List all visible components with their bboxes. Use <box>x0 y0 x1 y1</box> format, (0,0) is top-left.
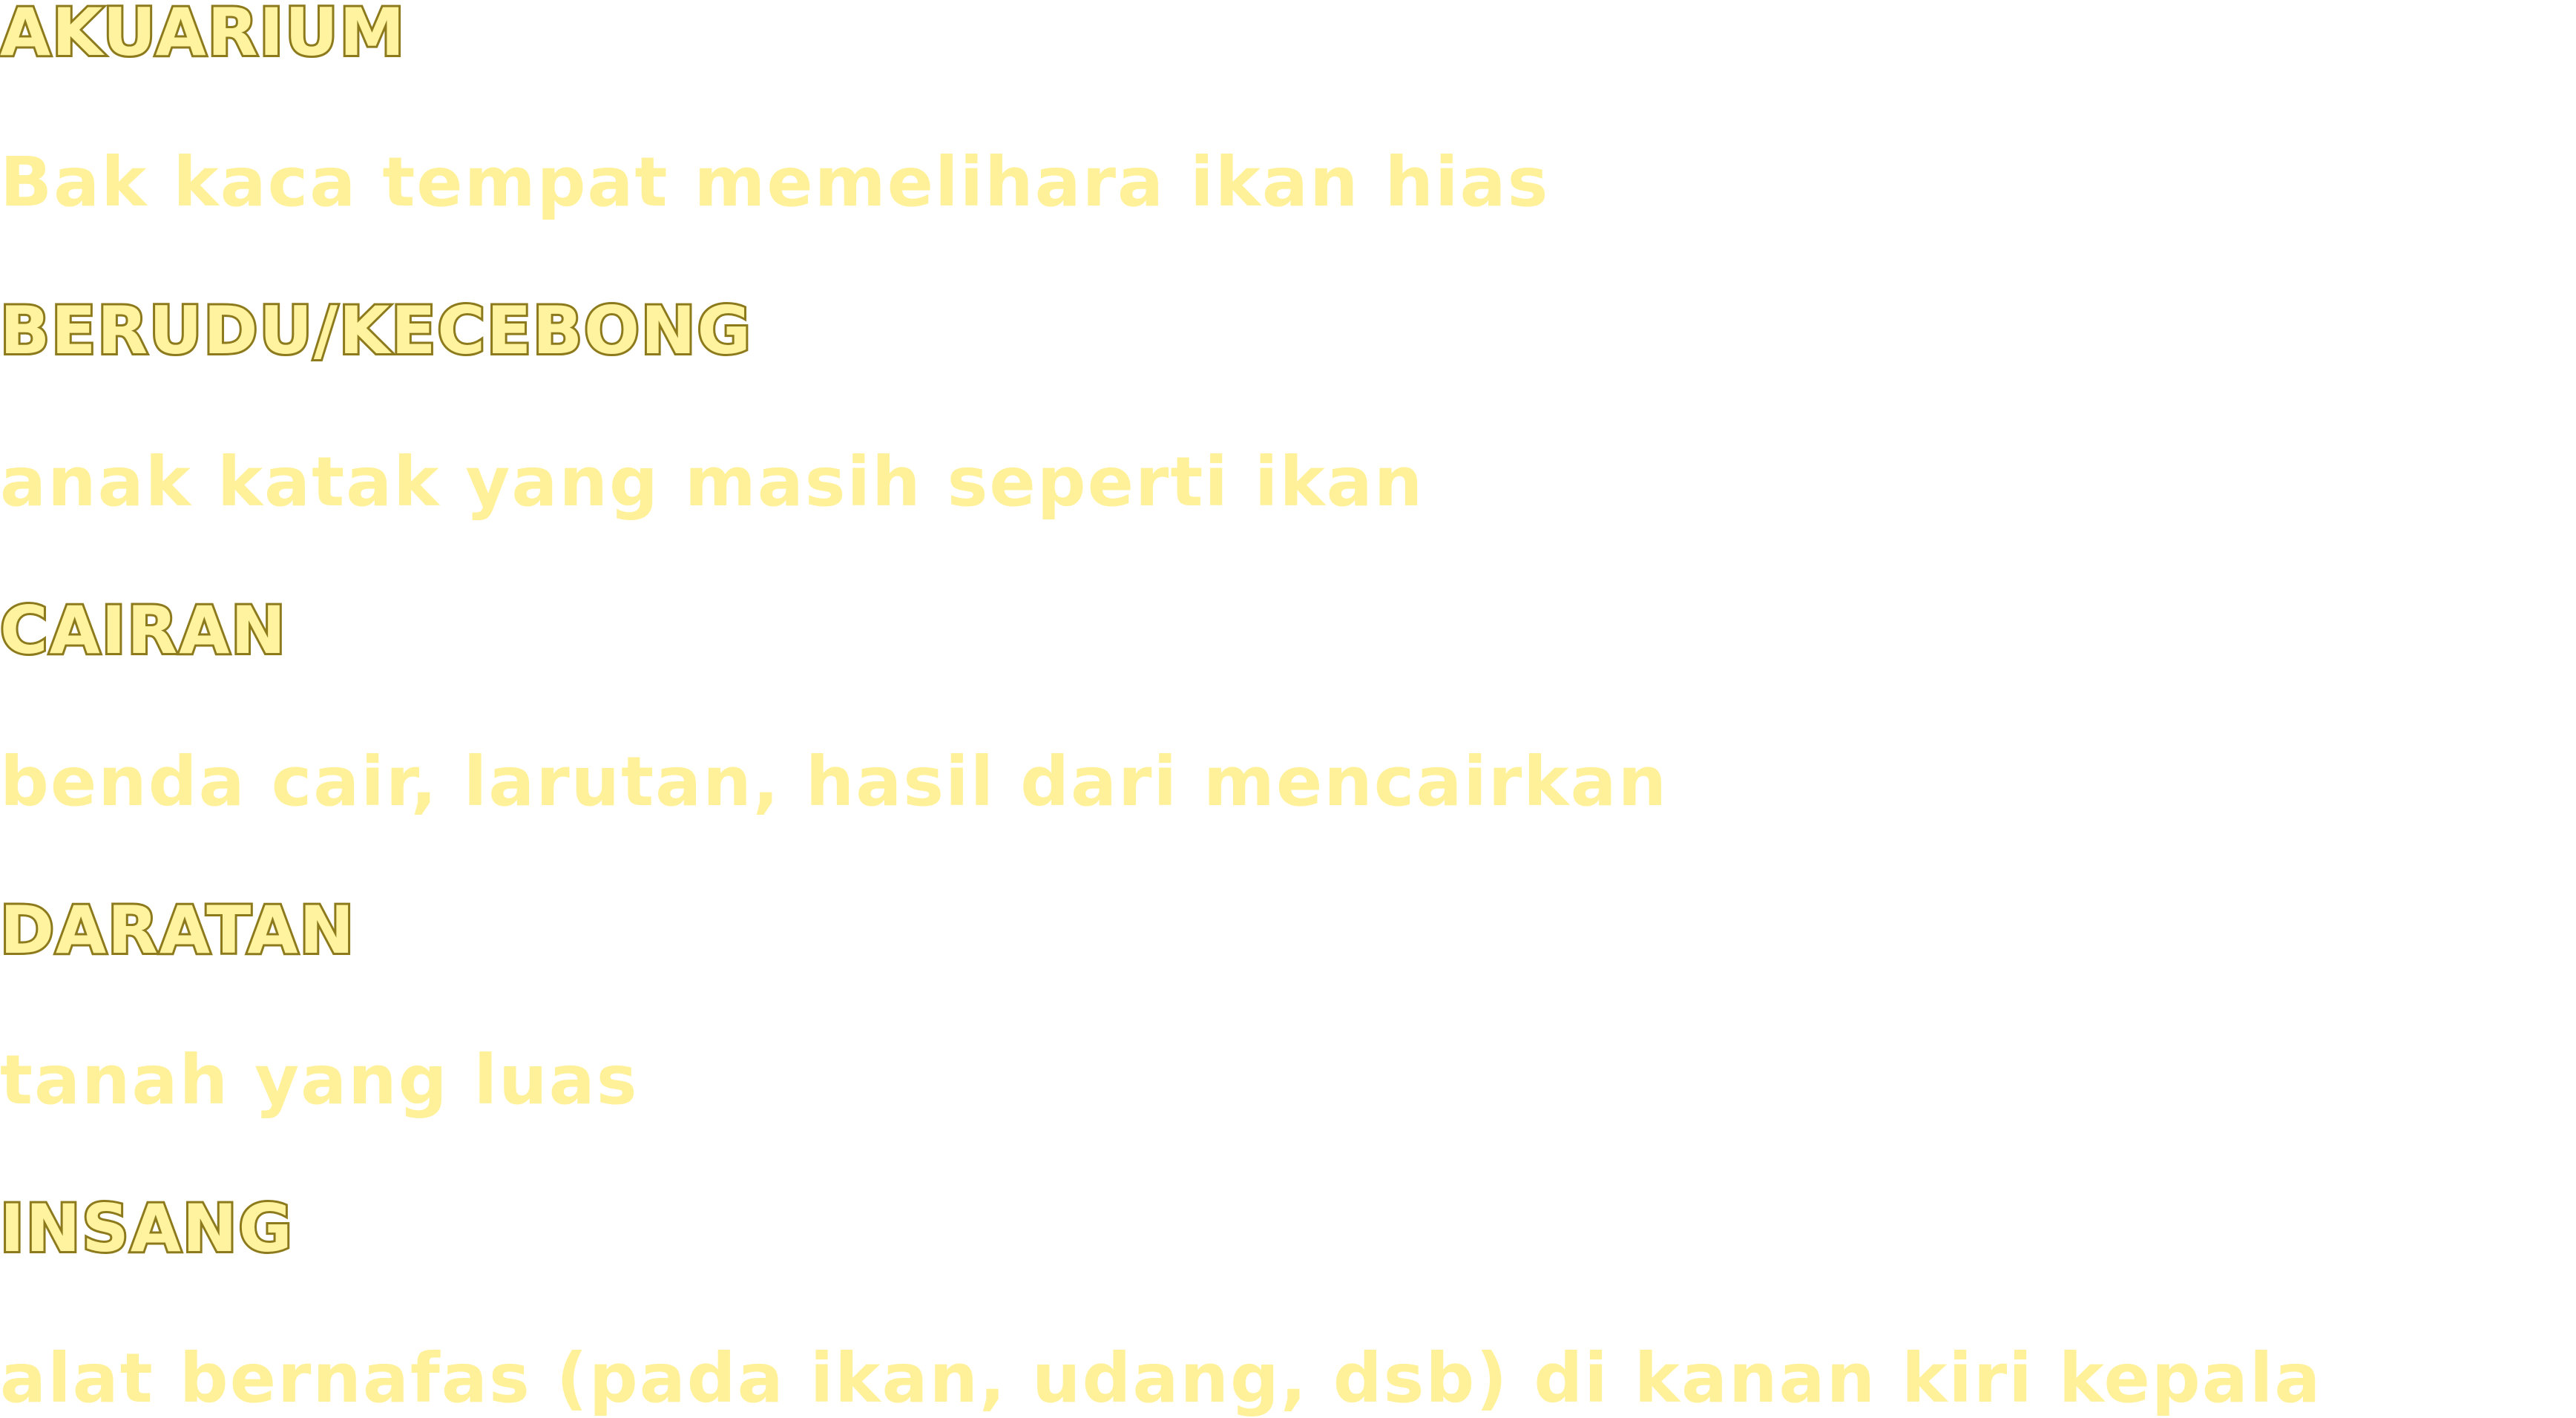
definition-cairan: benda cair, larutan, hasil dari mencairkan <box>0 742 1669 821</box>
term-cairan: CAIRAN <box>0 592 287 669</box>
term-berudu-kecebong: BERUDU/KECEBONG <box>0 292 752 369</box>
term-akuarium: AKUARIUM <box>0 0 407 70</box>
definition-daratan: tanah yang luas <box>0 1040 639 1120</box>
definition-insang: alat bernafas (pada ikan, udang, dsb) di kanan kiri kepala <box>0 1339 2322 1418</box>
term-daratan: DARATAN <box>0 892 356 968</box>
definition-berudu-kecebong: anak katak yang masih seperti ikan <box>0 442 1425 522</box>
term-insang: INSANG <box>0 1190 294 1267</box>
definition-akuarium: Bak kaca tempat memelihara ikan hias <box>0 142 1550 222</box>
